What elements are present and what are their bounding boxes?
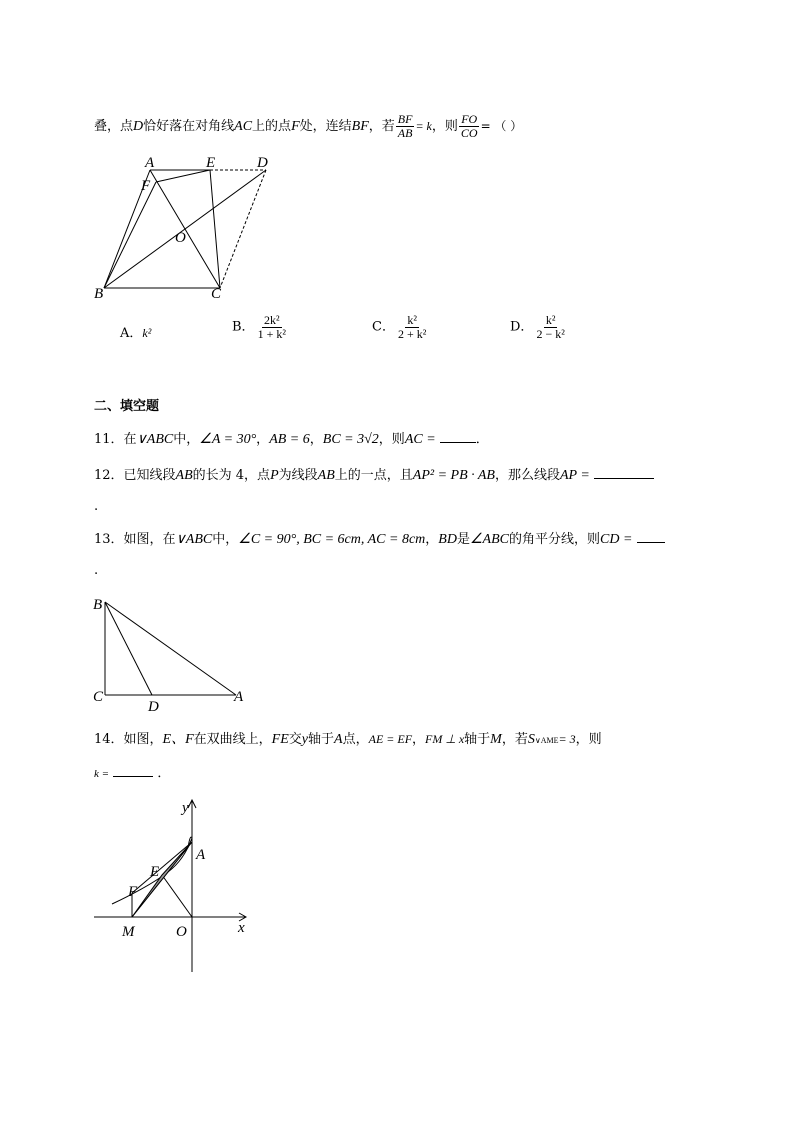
seg-eo — [162, 875, 192, 917]
fo-co-fraction: $\frac{FO}{CO}$ — [460, 112, 478, 140]
answer-blank-13[interactable] — [637, 530, 665, 543]
right-triangle-figure — [88, 592, 258, 716]
label-B: B — [93, 597, 103, 613]
parallelogram-figure — [90, 150, 290, 300]
seg-fa — [132, 842, 192, 893]
label-B: B — [94, 286, 104, 300]
label-x: x — [238, 920, 245, 936]
q12-dot: . — [94, 499, 99, 514]
seg-fe — [156, 170, 210, 182]
edge-dc — [220, 170, 266, 288]
q10-stem: 叠，点D恰好落在对角线AC上的点F处，连结BF，若 $\frac{BF}{AB}$ = k，则 $\frac{FO}{CO}$ = （ ） — [94, 112, 523, 140]
hyperbola-figure — [90, 796, 260, 976]
question-13: 13．如图，在∨ABC中，∠C = 90°, BC = 6cm, AC = 8cm，BD是∠ABC的角平分线，则CD = — [94, 530, 665, 549]
bisector-bd — [105, 602, 152, 695]
label-C: C — [211, 286, 222, 300]
label-y: y — [182, 800, 189, 816]
diag-bd — [104, 170, 266, 288]
option-b[interactable]: B． $\frac{\text{2k²}}{\text{1 + k²}}$ — [232, 313, 286, 341]
option-d[interactable]: D． $\frac{\text{k²}}{\text{2 − k²}}$ — [510, 313, 565, 341]
option-a[interactable]: A．k² — [120, 326, 152, 341]
q13-dot: . — [94, 563, 99, 578]
label-E: E — [206, 155, 216, 171]
q14-answer-line: k = ． — [94, 766, 171, 781]
answer-blank-14[interactable] — [113, 764, 153, 777]
edge-ec — [210, 170, 220, 288]
section-title: 二、填空题 — [94, 399, 160, 414]
seg-bf — [104, 182, 156, 288]
label-A: A — [196, 847, 206, 863]
label-A: A — [234, 689, 244, 705]
bf-ab-fraction: $\frac{BF}{AB}$ — [397, 112, 413, 140]
label-C: C — [93, 689, 104, 705]
label-O: O — [175, 230, 186, 246]
label-E: E — [150, 864, 160, 880]
side-ab — [105, 602, 236, 695]
shaded-triangle-ame — [132, 842, 192, 917]
label-A: A — [145, 155, 155, 171]
label-F: F — [128, 884, 138, 900]
option-c[interactable]: C． $\frac{\text{k²}}{\text{2 + k²}}$ — [372, 313, 427, 341]
question-14: 14．如图，E、F在双曲线上，FE交y轴于A点，AE = EF，FM ⊥ x轴于M，若S∨AME= 3，则 — [94, 732, 602, 747]
question-11: 11．在∨ABC中，∠A = 30°，AB = 6，BC = 3√2，则AC = ． — [94, 432, 489, 447]
answer-blank-11[interactable] — [440, 430, 476, 443]
answer-blank-12[interactable] — [594, 466, 654, 479]
label-M: M — [122, 924, 135, 940]
question-12: 12．已知线段AB的长为 4，点P为线段AB上的一点，且AP² = PB · AB，那么线段AP = — [94, 466, 654, 485]
label-F: F — [141, 178, 151, 194]
label-O: O — [176, 924, 187, 940]
label-D: D — [148, 699, 159, 715]
label-D: D — [257, 155, 268, 171]
